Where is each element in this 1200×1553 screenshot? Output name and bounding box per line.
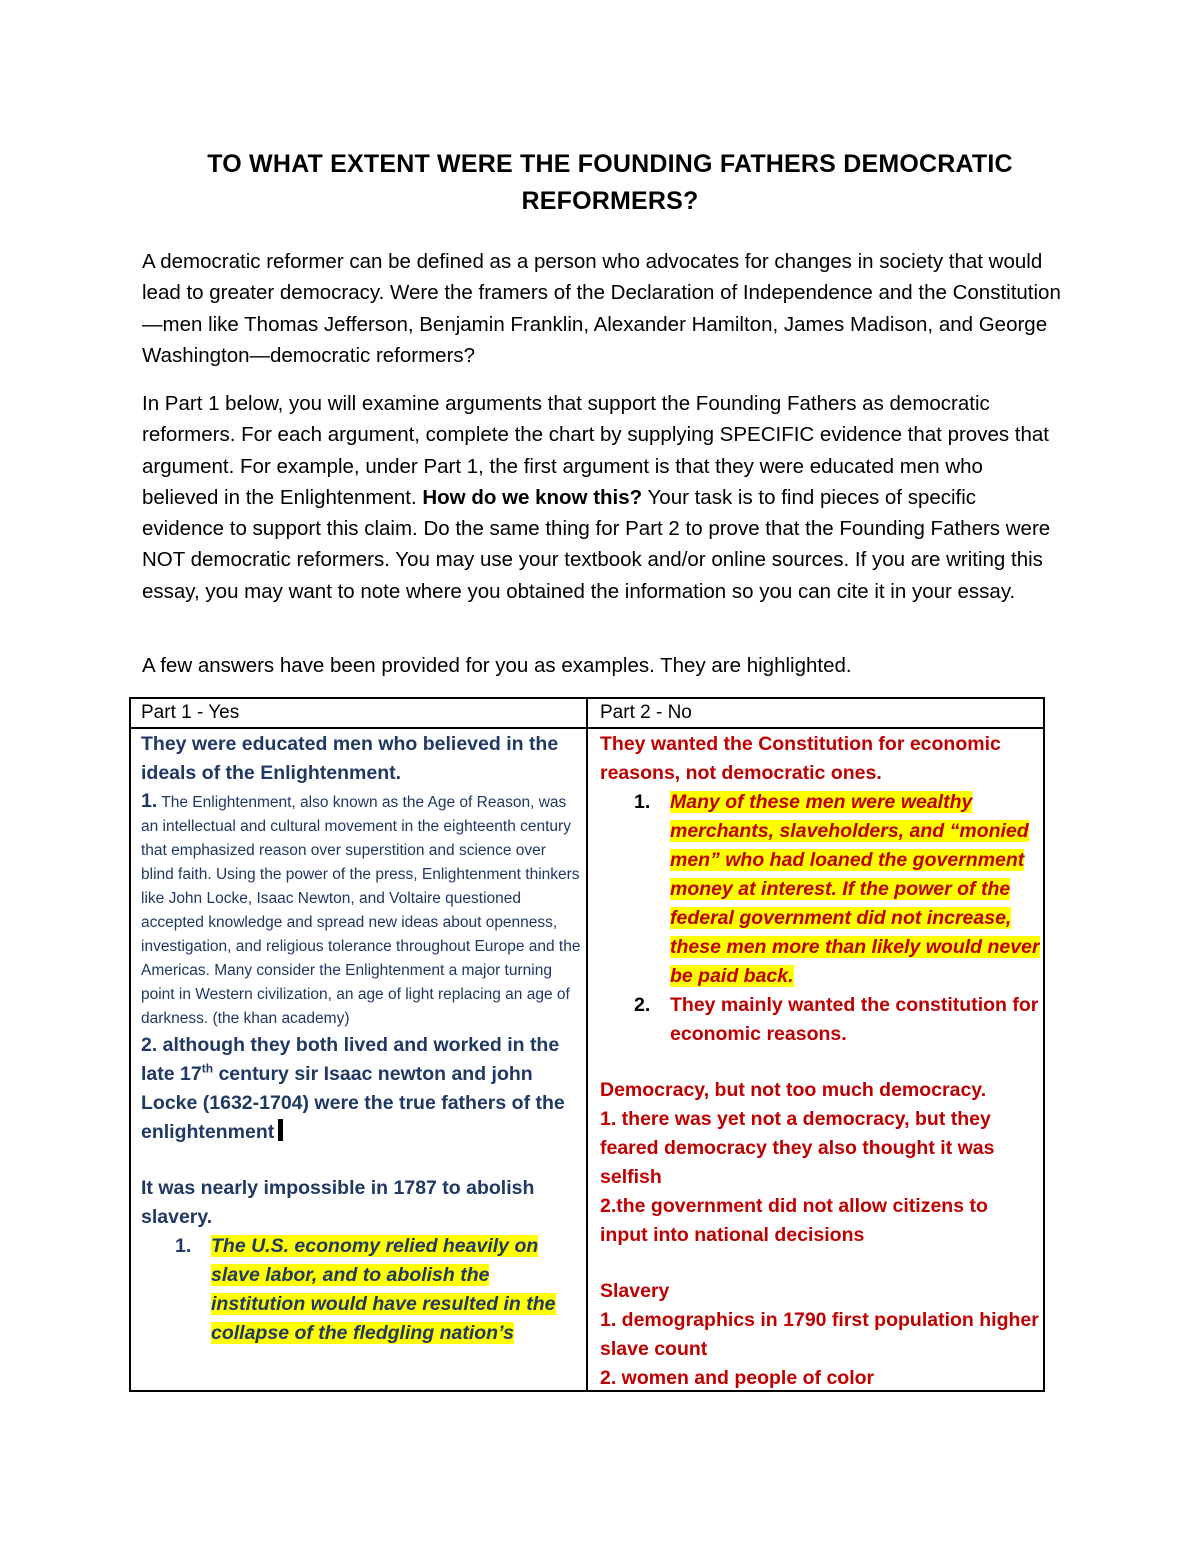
part-2-argument-1-evidence-1 [600,788,1040,991]
part-1-evidence-2-text-b: century sir Isaac newton and john Locke (1632-1704) were the true fathers of the enlightenment [141,1063,565,1143]
chart-column-divider [586,697,588,1392]
chart-header-divider [129,727,1045,729]
spacer [141,1147,581,1174]
part-2-argument-3-evidence-2: 2. women and people of color [600,1367,875,1389]
part-1-evidence-2-text-a: 2. although they both lived and worked in the late 17 [141,1034,560,1085]
part-1-argument-2-evidence-1-text: The U.S. economy relied heavily on slave labor, and to abolish the institution would have resulted in the collapse of the fledgling nation’s [211,1235,556,1344]
part-2-argument-2-evidence-2: 2.the government did not allow citizens to input into national decisions [600,1195,988,1246]
part-1-evidence-1-text: The Enlightenment, also known as the Age of Reason, was an intellectual and cultural movement in the eighteenth century that emphasized reason over superstition and science over blind faith. Using the power of the press, Enlightenment thinkers like John Locke, Isaac Newton, and Voltaire questioned accepted knowledge and spread new ideas about openness, investigation, and religious tolerance throughout Europe and the Americas. Many consider the Enlightenment a major turning point in Western civilization, an age of light replacing an age of darkness. (the khan academy) [141,794,581,1027]
spacer [600,1250,1040,1277]
part-1-evidence-2-superscript: th [201,1061,214,1076]
intro-paragraph-2-bold: How do we know this? [422,485,643,509]
spacer [600,1049,1040,1076]
part-2-argument-2: Democracy, but not too much democracy. [600,1079,987,1101]
part-1-evidence-1-number: 1. [141,790,158,812]
part-1-argument-2: It was nearly impossible in 1787 to abolish slavery. [141,1177,535,1228]
intro-paragraph-1: A democratic reformer can be defined as a person who advocates for changes in society that would lead to greater democracy. Were the framers of the Declaration of Independence and the Constitution—men like Thomas Jefferson, Benjamin Franklin, Alexander Hamilton, James Madison, and George Washington—democratic reformers? [142,250,1061,367]
part-2-argument-1-evidence-2-text: They mainly wanted the constitution for economic reasons. [670,994,1039,1045]
part-2-argument-1-evidence-2 [600,991,1040,1049]
part-1-argument-2-evidence-1-number: 1. [175,1235,192,1257]
part-2-argument-3-evidence-1: 1. demographics in 1790 first population higher slave count [600,1309,1039,1360]
intro-paragraph-2-text-a: In Part 1 below, you will examine arguments that support the Founding Fathers as democratic reformers. For each argument, complete the chart by supplying SPECIFIC evidence that proves that argument. For example, under Part 1, the first argument is that they were educated men who believed in the Enlightenment. [142,392,1049,509]
intro-paragraph-2 [142,388,1062,607]
intro-paragraph-2-text-b: Your task is to find pieces of specific evidence to support this claim. Do the same thing for Part 2 to prove that the Founding Fathers were NOT democratic reformers. You may use your textbook and/or online sources. If you are writing this essay, you may want to note where you obtained the information so you can cite it in your essay. [142,485,1051,603]
part-1-argument-1-evidence-1 [141,789,581,1031]
chart-header-part-1: Part 1 - Yes [141,702,240,723]
text-cursor-mark [278,1119,283,1141]
part-2-argument-3: Slavery [600,1280,670,1302]
intro-paragraph-3: A few answers have been provided for you as examples. They are highlighted. [142,654,852,677]
part-2-argument-1-evidence-1-number: 1. [634,791,651,813]
part-1-column [141,730,581,1390]
part-1-argument-2-evidence-1 [141,1232,581,1348]
part-2-column [600,730,1040,1390]
chart-header-part-2: Part 2 - No [600,702,692,723]
page-title: TO WHAT EXTENT WERE THE FOUNDING FATHERS DEMOCRATIC REFORMERS? [207,150,1013,215]
part-1-argument-1-evidence-2 [141,1031,581,1147]
part-2-argument-1-evidence-1-text: Many of these men were wealthy merchants, slaveholders, and “monied men” who had loaned the government money at interest. If the power of the federal government did not increase, these men more than likely would never be paid back. [670,791,1040,987]
part-2-argument-1: They wanted the Constitution for economic reasons, not democratic ones. [600,733,1001,784]
part-1-argument-1: They were educated men who believed in the ideals of the Enlightenment. [141,733,559,784]
part-2-argument-2-evidence-1: 1. there was yet not a democracy, but they feared democracy they also thought it was selfish [600,1108,995,1188]
part-2-argument-1-evidence-2-number: 2. [634,994,651,1016]
